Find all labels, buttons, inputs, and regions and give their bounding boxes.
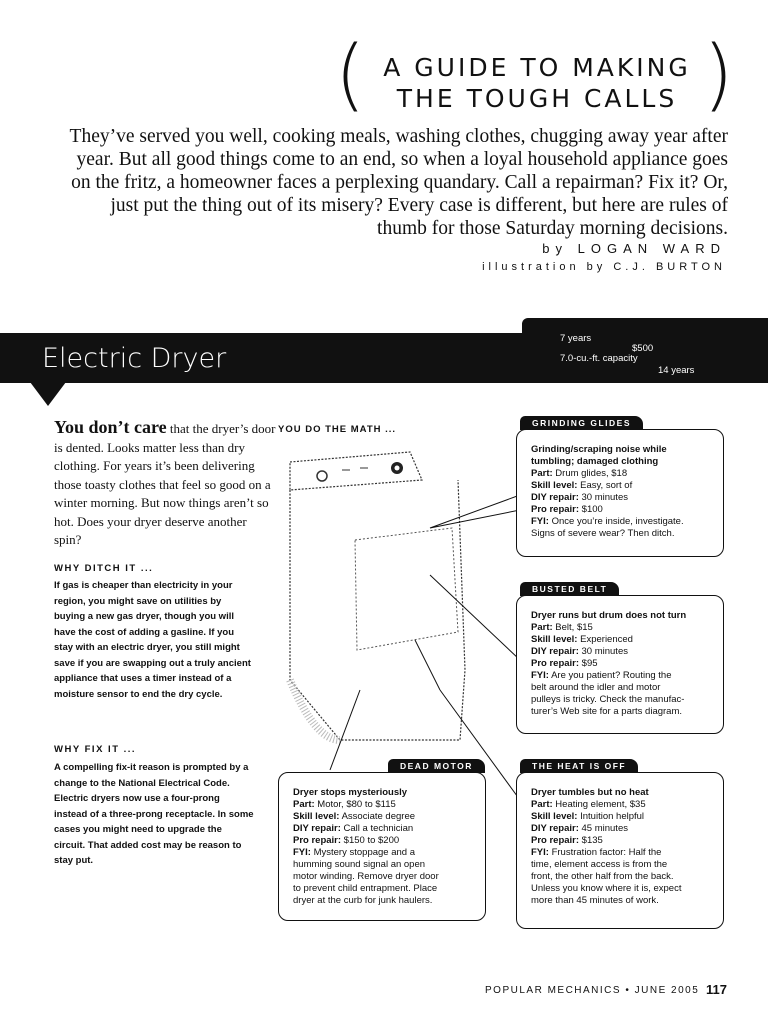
fyi-line: pulleys is tricky. Check the manufac-: [531, 694, 685, 705]
busted-belt-box: [516, 595, 724, 734]
why-fix-body: A compelling fix-it reason is prompted by a change to the National Electrical Code. Electric dryers now use a four-prong instead of a three-prong receptacle. In some cases you might need to upgrade the circuit. That added cost may be reason to stay put.: [54, 762, 254, 866]
diy-line: DIY repair: 45 minutes: [531, 823, 628, 834]
heat-is-off-tab: THE HEAT IS OFF: [520, 759, 638, 773]
part-line: Part: Belt, $15: [531, 622, 593, 633]
page-number: 117: [706, 982, 727, 997]
publication-footer: POPULAR MECHANICS • JUNE 2005: [485, 985, 700, 996]
diy-line: DIY repair: 30 minutes: [531, 492, 628, 503]
title-line-1: A GUIDE TO MAKING: [383, 53, 691, 82]
grinding-glides-tab: GRINDING GLIDES: [520, 416, 643, 430]
stat-life-expectancy: 7 years: [560, 333, 592, 344]
fyi-line: to prevent child entrapment. Place: [293, 883, 438, 894]
heat-is-off-box: [516, 772, 724, 929]
fyi-line: FYI: Once you’re inside, investigate.: [531, 516, 684, 527]
fyi-line: more than 45 minutes of work.: [531, 895, 659, 906]
part-line: Part: Motor, $80 to $115: [293, 799, 396, 810]
skill-line: Skill level: Experienced: [531, 634, 633, 645]
skill-line: Skill level: Intuition helpful: [531, 811, 645, 822]
fyi-line: FYI: Mystery stoppage and a: [293, 847, 415, 858]
lead-bold: You don’t care: [54, 417, 167, 437]
fyi-line: front, the other half from the back.: [531, 871, 674, 882]
fyi-line: Signs of severe wear? Then ditch.: [531, 528, 675, 539]
fyi-line: dryer at the curb for junk haulers.: [293, 895, 433, 906]
dead-motor-box: [278, 772, 486, 921]
dead-motor-tab: DEAD MOTOR: [388, 759, 485, 773]
part-line: Part: Heating element, $35: [531, 799, 646, 810]
fyi-line: turer’s Web site for a parts diagram.: [531, 706, 683, 717]
problem-line: tumbling; damaged clothing: [531, 456, 659, 467]
lead-rest: that the dryer’s door is dented. Looks matter less than dry clothing. For years it’s been delivering those toasty clothes that feel so good on a winter morning. But now things aren’t so hot. Does your dryer deserve another spin?: [54, 421, 276, 547]
diy-line: DIY repair: 30 minutes: [531, 646, 628, 657]
pro-line: Pro repair: $150 to $200: [293, 835, 400, 846]
stat-cost: $500: [632, 343, 654, 354]
section-title: Electric Dryer: [42, 343, 227, 374]
illustration-credit: illustration by C.J. BURTON: [482, 261, 726, 273]
skill-line: Skill level: Associate degree: [293, 811, 416, 822]
stat-capacity: 7.0-cu.-ft. capacity: [560, 353, 638, 364]
do-the-math-label: YOU DO THE MATH ...: [278, 424, 397, 435]
stat-max-life: 14 years: [658, 365, 695, 376]
fyi-line: belt around the idler and motor: [531, 682, 661, 693]
fyi-line: FYI: Are you patient? Routing the: [531, 670, 672, 681]
pro-line: Pro repair: $100: [531, 504, 603, 515]
grinding-glides-box: [516, 429, 724, 557]
part-line: Part: Drum glides, $18: [531, 468, 628, 479]
why-ditch-body: If gas is cheaper than electricity in your region, you might save on utilities by buying a new gas dryer, though you will have the cost of adding a gasline. If you stay with an electric dryer, you still might save if you are swapping out a truly ancient appliance that uses a timer instead of a moisture sensor to end the dry cycle.: [54, 580, 251, 700]
fyi-line: humming sound signal an open: [293, 859, 426, 870]
left-parenthesis: (: [335, 30, 366, 120]
intro-paragraph: They’ve served you well, cooking meals, washing clothes, chugging away year after year. But all good things come to an end, so when a loyal household appliance goes on the fritz, a homeowner faces a perplexing quandary. Call a repairman? Fix it? Or, just put the thing out of its misery? Every case is different, but here are rules of thumb for those Saturday morning decisions.: [69, 126, 728, 239]
fyi-line: motor winding. Remove dryer door: [293, 871, 439, 882]
diy-line: DIY repair: Call a technician: [293, 823, 414, 834]
problem-line: Grinding/scraping noise while: [531, 444, 667, 455]
byline: by LOGAN WARD: [542, 241, 726, 256]
title-line-2: THE TOUGH CALLS: [396, 84, 678, 113]
skill-line: Skill level: Easy, sort of: [531, 480, 633, 491]
fyi-line: FYI: Frustration factor: Half the: [531, 847, 662, 858]
busted-belt-tab: BUSTED BELT: [520, 582, 619, 596]
pro-line: Pro repair: $95: [531, 658, 598, 669]
pro-line: Pro repair: $135: [531, 835, 603, 846]
problem-line: Dryer tumbles but no heat: [531, 787, 649, 798]
why-ditch-heading: WHY DITCH IT ...: [54, 563, 154, 574]
why-fix-heading: WHY FIX IT ...: [54, 744, 137, 755]
problem-line: Dryer stops mysteriously: [293, 787, 408, 798]
right-parenthesis: ): [703, 30, 734, 120]
problem-line: Dryer runs but drum does not turn: [531, 610, 687, 621]
fyi-line: time, element access is from the: [531, 859, 668, 870]
fyi-line: Unless you know where it is, expect: [531, 883, 682, 894]
